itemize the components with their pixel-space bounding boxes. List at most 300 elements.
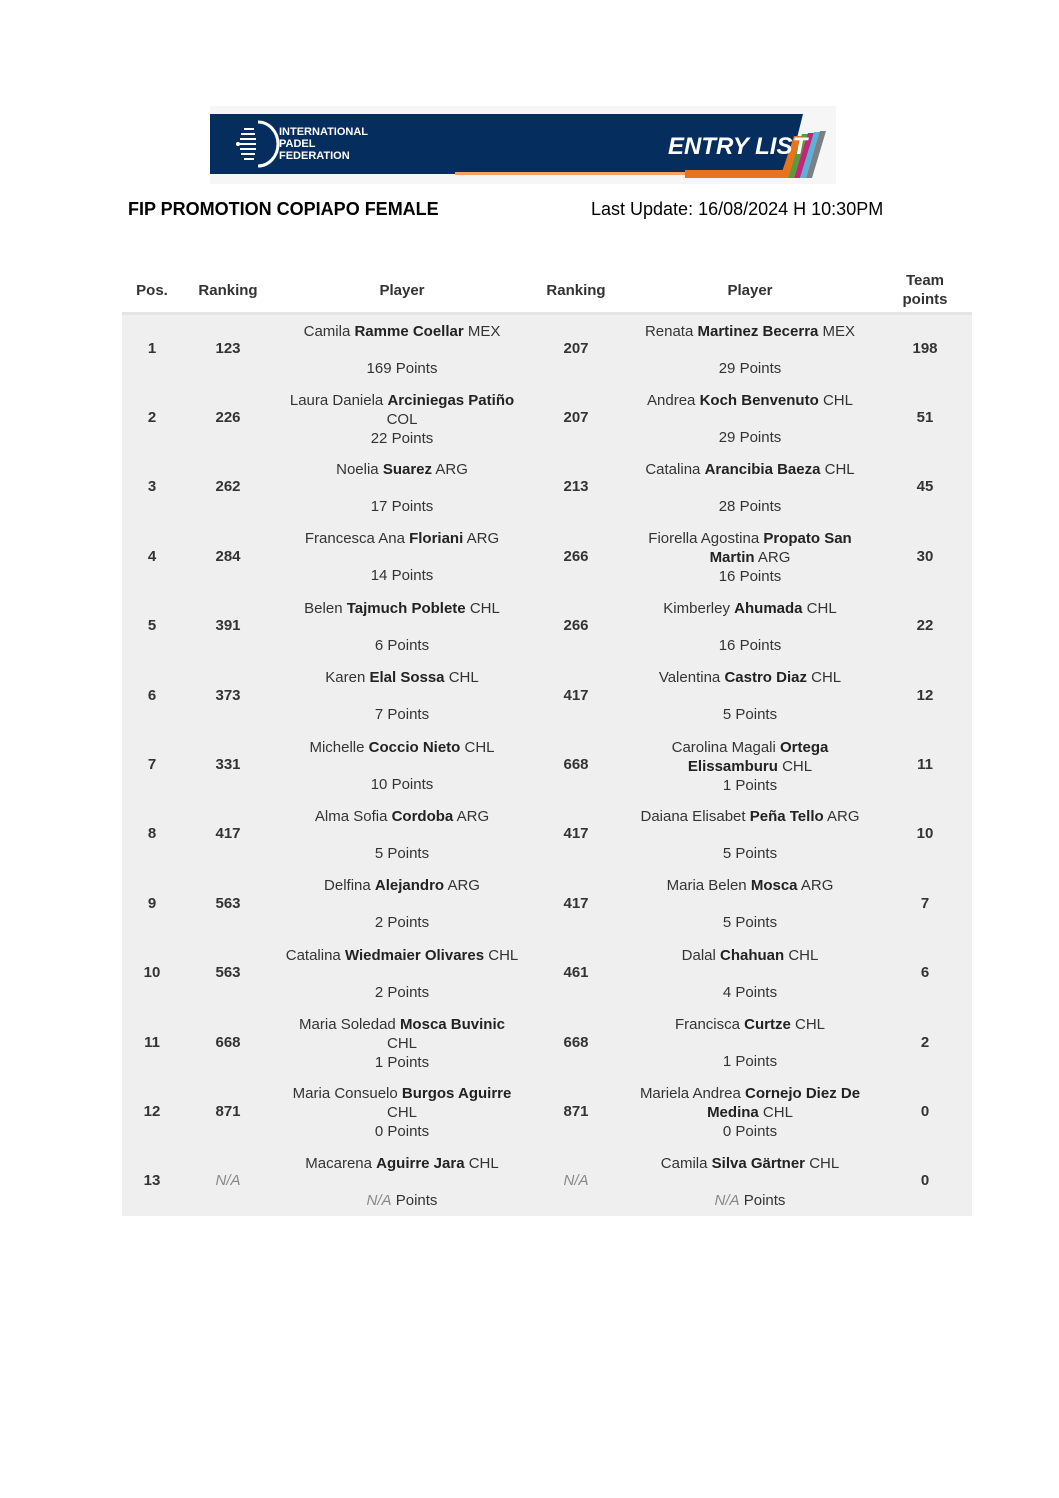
column-header-ranking-1: Ranking <box>198 281 258 299</box>
player-name <box>630 599 870 618</box>
points-value: 1 <box>374 1054 384 1072</box>
player-last-name: Tajmuch Poblete <box>346 599 466 617</box>
player-cell <box>622 452 878 521</box>
position: 10 <box>143 964 161 982</box>
player-points <box>282 705 522 724</box>
points-label: Points <box>387 706 430 724</box>
position: 6 <box>147 686 157 704</box>
player-name <box>630 807 870 826</box>
player-points <box>630 359 870 378</box>
player-cell <box>622 383 878 452</box>
player-first-name: Fiorella Agostina <box>648 530 760 548</box>
player-ranking: 207 <box>563 409 589 427</box>
points-value: 2 <box>374 983 384 1001</box>
points-label: Points <box>739 497 782 515</box>
player-country: CHL <box>795 1016 826 1034</box>
table-row <box>122 452 972 521</box>
points-value: 22 <box>370 429 388 447</box>
points-label: Points <box>739 636 782 654</box>
player-country: ARG <box>466 530 500 548</box>
player-ranking: 871 <box>563 1102 589 1120</box>
points-label: Points <box>735 1053 778 1071</box>
player-first-name: Maria Consuelo <box>292 1085 398 1103</box>
player-name <box>630 946 870 965</box>
points-value: 6 <box>374 636 384 654</box>
player-info <box>622 456 878 518</box>
player-last-name: Propato San Martin <box>709 530 852 567</box>
player-cell <box>622 314 878 383</box>
player-cell <box>622 1077 878 1146</box>
player-cell <box>622 869 878 938</box>
player-ranking: 284 <box>215 547 241 565</box>
column-header-ranking-2: Ranking <box>546 281 606 299</box>
player-info <box>622 1011 878 1073</box>
player-country: MEX <box>467 322 501 340</box>
player-last-name: Mosca <box>750 877 798 895</box>
player-points <box>630 705 870 724</box>
player-first-name: Maria Belen <box>666 877 747 895</box>
player-info <box>274 872 530 934</box>
points-label: Points <box>387 844 430 862</box>
player-ranking: 668 <box>563 1033 589 1051</box>
points-label: Points <box>387 636 430 654</box>
player-points <box>630 1191 870 1210</box>
svg-text:PADEL: PADEL <box>279 138 316 150</box>
player-country: COL <box>386 410 418 428</box>
player-last-name: Mosca Buvinic <box>399 1016 505 1034</box>
column-header-team-points: Team points <box>902 272 948 308</box>
points-value: 5 <box>374 844 384 862</box>
player-last-name: Arciniegas Patiño <box>387 391 515 409</box>
player-name <box>282 807 522 826</box>
player-ranking: 207 <box>563 340 589 358</box>
player-info <box>622 664 878 726</box>
player-first-name: Karen <box>325 669 366 687</box>
player-name <box>282 738 522 757</box>
player-points <box>282 497 522 516</box>
column-header-player-1: Player <box>379 281 425 299</box>
player-points <box>630 1122 870 1141</box>
player-name <box>282 460 522 479</box>
player-name <box>630 1154 870 1173</box>
player-country: CHL <box>806 599 837 617</box>
position: 9 <box>147 894 157 912</box>
player-country: CHL <box>488 946 519 964</box>
player-name <box>282 529 522 548</box>
points-value: 10 <box>370 775 388 793</box>
player-info <box>622 595 878 657</box>
svg-text:FEDERATION: FEDERATION <box>279 150 350 162</box>
player-country: ARG <box>757 549 791 567</box>
player-last-name: Martinez Becerra <box>697 322 819 340</box>
player-cell <box>622 938 878 1007</box>
player-first-name: Delfina <box>324 877 371 895</box>
points-value: 169 <box>366 359 392 377</box>
player-first-name: Mariela Andrea <box>639 1085 741 1103</box>
player-last-name: Castro Diaz <box>724 669 807 687</box>
player-points <box>630 497 870 516</box>
player-cell <box>274 1007 530 1076</box>
player-name <box>282 946 522 965</box>
team-points: 198 <box>912 340 938 358</box>
player-name <box>630 391 870 410</box>
points-label: Points <box>743 1191 786 1209</box>
entry-list-table <box>122 268 972 1216</box>
points-label: Points <box>735 983 778 1001</box>
points-label: Points <box>739 359 782 377</box>
player-ranking: 668 <box>215 1033 241 1051</box>
points-label: Points <box>739 568 782 586</box>
table-row <box>122 1007 972 1076</box>
player-points <box>282 983 522 1002</box>
player-last-name: Wiedmaier Olivares <box>344 946 485 964</box>
player-info <box>622 1150 878 1212</box>
points-value: 14 <box>370 567 388 585</box>
player-ranking: N/A <box>563 1172 589 1190</box>
player-first-name: Michelle <box>309 738 365 756</box>
player-info <box>274 318 530 380</box>
ipf-entry-list-banner <box>210 106 836 184</box>
player-info <box>274 1011 530 1073</box>
position: 4 <box>147 547 157 565</box>
player-country: CHL <box>468 1154 499 1172</box>
player-name <box>630 1015 870 1034</box>
points-value: 5 <box>722 914 732 932</box>
player-info <box>274 942 530 1004</box>
table-header-row <box>122 268 972 314</box>
player-last-name: Peña Tello <box>749 807 824 825</box>
player-first-name: Francisca <box>674 1016 740 1034</box>
player-country: CHL <box>809 1154 840 1172</box>
player-cell <box>274 452 530 521</box>
team-points: 30 <box>916 547 934 565</box>
position: 11 <box>144 1033 160 1051</box>
column-header-pos: Pos. <box>136 281 168 299</box>
player-points <box>630 776 870 795</box>
points-label: Points <box>735 844 778 862</box>
player-cell <box>274 591 530 660</box>
player-points <box>282 775 522 794</box>
player-ranking: 563 <box>215 894 241 912</box>
player-country: ARG <box>827 807 860 825</box>
player-points <box>282 429 522 448</box>
position: 12 <box>143 1102 161 1120</box>
player-info <box>274 664 530 726</box>
player-last-name: Suarez <box>382 460 433 478</box>
player-first-name: Laura Daniela <box>289 391 384 409</box>
player-cell <box>622 1146 878 1215</box>
points-label: Points <box>735 1123 778 1141</box>
player-last-name: Ramme Coellar <box>354 322 464 340</box>
player-ranking: 461 <box>563 964 589 982</box>
player-points <box>282 359 522 378</box>
player-name <box>282 1015 522 1053</box>
points-value: 5 <box>722 706 732 724</box>
player-info <box>274 456 530 518</box>
position: 2 <box>147 409 157 427</box>
player-country: CHL <box>782 757 813 775</box>
table-row <box>122 591 972 660</box>
points-value: N/A <box>714 1191 740 1209</box>
player-first-name: Daiana Elisabet <box>640 807 746 825</box>
team-points: 10 <box>916 825 934 843</box>
player-cell <box>622 660 878 729</box>
player-ranking: 417 <box>563 825 589 843</box>
team-points: 0 <box>920 1102 930 1120</box>
points-value: 5 <box>722 844 732 862</box>
player-last-name: Elal Sossa <box>369 669 445 687</box>
player-info <box>622 872 878 934</box>
player-points <box>282 1122 522 1141</box>
tournament-title: FIP PROMOTION COPIAPO FEMALE <box>128 199 439 219</box>
player-country: ARG <box>435 460 468 478</box>
player-first-name: Kimberley <box>663 599 730 617</box>
player-cell <box>274 869 530 938</box>
player-last-name: Curtze <box>744 1016 791 1034</box>
player-name <box>630 668 870 687</box>
points-label: Points <box>391 429 434 447</box>
points-label: Points <box>391 497 434 515</box>
player-country: CHL <box>448 669 479 687</box>
player-last-name: Coccio Nieto <box>368 738 461 756</box>
player-info <box>622 1080 878 1142</box>
player-ranking: 373 <box>215 686 241 704</box>
player-first-name: Camila <box>303 322 351 340</box>
team-points: 11 <box>917 756 933 774</box>
player-points <box>282 913 522 932</box>
player-last-name: Arancibia Baeza <box>704 460 821 478</box>
player-name <box>630 876 870 895</box>
player-country: CHL <box>469 599 500 617</box>
table-row <box>122 522 972 591</box>
team-points: 22 <box>916 617 934 635</box>
player-last-name: Cornejo Diez De Medina <box>707 1085 861 1122</box>
player-name <box>630 529 870 567</box>
player-name <box>630 460 870 479</box>
player-info <box>622 387 878 449</box>
player-points <box>630 428 870 447</box>
player-first-name: Renata <box>644 322 694 340</box>
points-value: 4 <box>722 983 732 1001</box>
points-value: 29 <box>718 428 736 446</box>
team-points: 0 <box>920 1172 930 1190</box>
points-value: 1 <box>722 1053 732 1071</box>
points-label: Points <box>391 775 434 793</box>
player-ranking: 391 <box>215 617 241 635</box>
points-value: 1 <box>722 776 732 794</box>
player-info <box>274 595 530 657</box>
player-ranking: 563 <box>215 964 241 982</box>
table-row <box>122 1077 972 1146</box>
position: 1 <box>147 340 157 358</box>
points-value: 17 <box>370 497 388 515</box>
player-info <box>622 803 878 865</box>
player-points <box>630 913 870 932</box>
player-last-name: Alejandro <box>374 877 445 895</box>
player-cell <box>274 799 530 868</box>
table-row <box>122 1146 972 1215</box>
table-row <box>122 383 972 452</box>
points-label: Points <box>387 1123 430 1141</box>
player-cell <box>274 730 530 799</box>
player-last-name: Burgos Aguirre <box>401 1085 512 1103</box>
team-points: 7 <box>920 894 930 912</box>
player-ranking: 226 <box>215 409 241 427</box>
player-ranking: N/A <box>215 1172 241 1190</box>
points-label: Points <box>735 706 778 724</box>
player-cell <box>622 1007 878 1076</box>
player-cell <box>274 383 530 452</box>
points-value: 0 <box>374 1123 384 1141</box>
player-cell <box>274 660 530 729</box>
points-label: Points <box>387 1054 430 1072</box>
table-row <box>122 730 972 799</box>
table-row <box>122 869 972 938</box>
points-label: Points <box>735 914 778 932</box>
player-last-name: Floriani <box>409 530 464 548</box>
last-update: Last Update: 16/08/2024 H 10:30PM <box>591 199 884 219</box>
player-first-name: Andrea <box>647 391 696 409</box>
player-info <box>274 803 530 865</box>
table-row <box>122 799 972 868</box>
points-value: 0 <box>722 1123 732 1141</box>
points-value: 16 <box>718 568 736 586</box>
player-first-name: Maria Soledad <box>299 1016 396 1034</box>
player-name <box>282 599 522 618</box>
player-info <box>274 387 530 449</box>
player-cell <box>274 522 530 591</box>
position: 7 <box>147 756 157 774</box>
team-points: 51 <box>916 409 934 427</box>
player-first-name: Noelia <box>336 460 379 478</box>
player-ranking: 262 <box>215 478 241 496</box>
player-name <box>630 738 870 776</box>
player-country: CHL <box>386 1104 417 1122</box>
banner-graphic <box>210 106 836 184</box>
player-info <box>622 942 878 1004</box>
player-points <box>282 566 522 585</box>
points-label: Points <box>739 428 782 446</box>
player-ranking: 417 <box>215 825 241 843</box>
player-cell <box>274 938 530 1007</box>
player-country: MEX <box>822 322 856 340</box>
player-points <box>630 1052 870 1071</box>
player-ranking: 871 <box>215 1102 241 1120</box>
points-value: 29 <box>718 359 736 377</box>
player-ranking: 123 <box>215 340 241 358</box>
player-ranking: 668 <box>563 756 589 774</box>
points-value: 7 <box>374 706 384 724</box>
player-country: CHL <box>788 946 819 964</box>
player-first-name: Valentina <box>658 669 721 687</box>
player-ranking: 417 <box>563 686 589 704</box>
player-cell <box>274 314 530 383</box>
points-value: 16 <box>718 636 736 654</box>
player-first-name: Catalina <box>645 460 701 478</box>
player-cell <box>622 591 878 660</box>
player-cell <box>622 522 878 591</box>
player-ranking: 417 <box>563 894 589 912</box>
player-first-name: Belen <box>304 599 343 617</box>
player-first-name: Francesca Ana <box>304 530 405 548</box>
player-name <box>282 322 522 341</box>
player-first-name: Dalal <box>681 946 716 964</box>
player-name <box>282 1084 522 1122</box>
player-first-name: Carolina Magali <box>671 738 776 756</box>
player-points <box>630 567 870 586</box>
position: 8 <box>147 825 157 843</box>
position: 3 <box>147 478 157 496</box>
player-name <box>630 322 870 341</box>
position: 5 <box>147 617 157 635</box>
table-row <box>122 314 972 383</box>
svg-text:ENTRY LIST: ENTRY LIST <box>668 133 808 160</box>
player-info <box>274 734 530 796</box>
player-country: CHL <box>824 460 855 478</box>
player-points <box>282 844 522 863</box>
svg-text:INTERNATIONAL: INTERNATIONAL <box>279 126 369 138</box>
player-country: CHL <box>762 1104 793 1122</box>
player-name <box>630 1084 870 1122</box>
player-country: CHL <box>464 738 495 756</box>
player-points <box>282 1053 522 1072</box>
player-country: ARG <box>800 877 834 895</box>
player-country: CHL <box>822 391 853 409</box>
player-cell <box>622 799 878 868</box>
player-cell <box>274 1077 530 1146</box>
player-points <box>282 636 522 655</box>
column-header-player-2: Player <box>727 281 773 299</box>
points-value: N/A <box>366 1191 392 1209</box>
player-country: ARG <box>456 807 490 825</box>
player-info <box>274 525 530 587</box>
player-last-name: Chahuan <box>720 946 785 964</box>
points-value: 2 <box>374 914 384 932</box>
player-country: ARG <box>447 877 480 895</box>
player-name <box>282 1154 522 1173</box>
player-name <box>282 876 522 895</box>
player-first-name: Macarena <box>305 1154 372 1172</box>
team-points: 12 <box>916 686 934 704</box>
player-country: CHL <box>386 1035 417 1053</box>
table-row <box>122 938 972 1007</box>
player-first-name: Camila <box>660 1154 708 1172</box>
table-row <box>122 660 972 729</box>
player-points <box>630 983 870 1002</box>
player-last-name: Silva Gärtner <box>711 1154 806 1172</box>
player-ranking: 331 <box>215 756 241 774</box>
points-value: 28 <box>718 497 736 515</box>
player-info <box>622 318 878 380</box>
player-last-name: Ahumada <box>734 599 803 617</box>
player-cell <box>274 1146 530 1215</box>
player-last-name: Koch Benvenuto <box>699 391 819 409</box>
points-label: Points <box>387 983 430 1001</box>
player-ranking: 266 <box>563 617 589 635</box>
team-points: 6 <box>920 964 930 982</box>
team-points: 45 <box>916 478 934 496</box>
player-info <box>622 734 878 796</box>
points-label: Points <box>735 776 778 794</box>
player-cell <box>622 730 878 799</box>
player-first-name: Alma Sofia <box>314 807 388 825</box>
points-label: Points <box>395 1191 438 1209</box>
player-name <box>282 391 522 429</box>
player-ranking: 213 <box>563 478 589 496</box>
team-points: 2 <box>920 1033 930 1051</box>
player-first-name: Catalina <box>285 946 341 964</box>
player-ranking: 266 <box>563 547 589 565</box>
